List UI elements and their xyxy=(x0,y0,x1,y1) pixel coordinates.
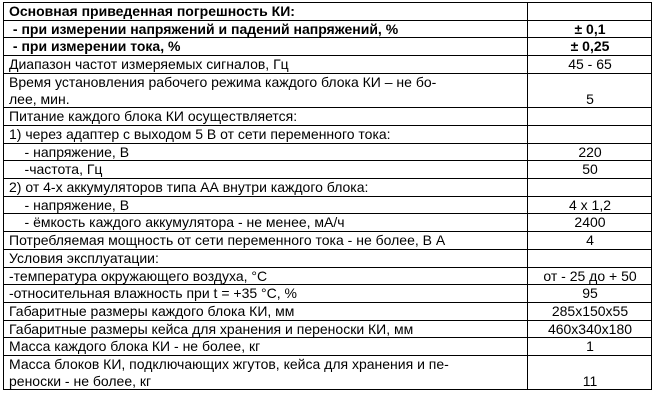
table-row xyxy=(4,161,652,179)
parameter-cell: Габаритные размеры каждого блока КИ, мм xyxy=(4,302,528,320)
specifications-table xyxy=(3,2,652,390)
value-cell: 4 xyxy=(528,232,652,250)
value-cell: ± 0,1 xyxy=(528,20,652,38)
parameter-cell: - при измерении тока, % xyxy=(4,38,528,56)
value-cell: 50 xyxy=(528,161,652,179)
value-cell: 95 xyxy=(528,285,652,303)
value-cell: 5 xyxy=(528,73,652,107)
parameter-cell: -относительная влажность при t = +35 °С, % xyxy=(4,285,528,303)
value-cell: 220 xyxy=(528,143,652,161)
table-row xyxy=(4,285,652,303)
parameter-cell: Габаритные размеры кейса для хранения и переноски КИ, мм xyxy=(4,320,528,338)
value-cell: ± 0,25 xyxy=(528,38,652,56)
table-row xyxy=(4,196,652,214)
parameter-cell: Масса каждого блока КИ - не более, кг xyxy=(4,338,528,356)
value-cell xyxy=(528,3,652,21)
value-cell: 285х150х55 xyxy=(528,302,652,320)
table-row xyxy=(4,108,652,126)
table-row xyxy=(4,38,652,56)
parameter-cell: 2) от 4-х аккумуляторов типа АА внутри каждого блока: xyxy=(4,179,528,197)
value-cell: 45 - 65 xyxy=(528,56,652,74)
value-cell: 2400 xyxy=(528,214,652,232)
table-row xyxy=(4,302,652,320)
parameter-cell: Питание каждого блока КИ осуществляется: xyxy=(4,108,528,126)
table-row xyxy=(4,320,652,338)
parameter-cell: - при измерении напряжений и падений напряжений, % xyxy=(4,20,528,38)
parameter-cell: Условия эксплуатации: xyxy=(4,249,528,267)
table-row xyxy=(4,143,652,161)
table-row xyxy=(4,179,652,197)
table-row xyxy=(4,267,652,285)
table-row xyxy=(4,20,652,38)
parameter-cell: - ёмкость каждого аккумулятора - не менее, мА/ч xyxy=(4,214,528,232)
parameter-cell: -частота, Гц xyxy=(4,161,528,179)
parameter-cell: Масса блоков КИ, подключающих жгутов, кейса для хранения и пе- реноски - не более, кг xyxy=(4,356,528,390)
table-row xyxy=(4,232,652,250)
table-row xyxy=(4,356,652,390)
table-row xyxy=(4,125,652,143)
value-cell: 1 xyxy=(528,338,652,356)
parameter-cell: - напряжение, В xyxy=(4,143,528,161)
parameter-cell: Потребляемая мощность от сети переменного тока - не более, В А xyxy=(4,232,528,250)
parameter-cell: 1) через адаптер с выходом 5 В от сети переменного тока: xyxy=(4,125,528,143)
value-cell: 11 xyxy=(528,356,652,390)
value-cell: 460х340х180 xyxy=(528,320,652,338)
value-cell xyxy=(528,249,652,267)
value-cell: 4 х 1,2 xyxy=(528,196,652,214)
specifications-body xyxy=(4,3,652,390)
parameter-cell: Время установления рабочего режима каждого блока КИ – не бо- лее, мин. xyxy=(4,73,528,107)
table-row xyxy=(4,338,652,356)
parameter-cell: Диапазон частот измеряемых сигналов, Гц xyxy=(4,56,528,74)
table-row xyxy=(4,3,652,21)
value-cell xyxy=(528,108,652,126)
value-cell xyxy=(528,125,652,143)
parameter-cell: Основная приведенная погрешность КИ: xyxy=(4,3,528,21)
table-row xyxy=(4,56,652,74)
value-cell xyxy=(528,179,652,197)
value-cell: от - 25 до + 50 xyxy=(528,267,652,285)
parameter-cell: -температура окружающего воздуха, °С xyxy=(4,267,528,285)
table-row xyxy=(4,73,652,107)
table-row xyxy=(4,214,652,232)
parameter-cell: - напряжение, В xyxy=(4,196,528,214)
table-row xyxy=(4,249,652,267)
